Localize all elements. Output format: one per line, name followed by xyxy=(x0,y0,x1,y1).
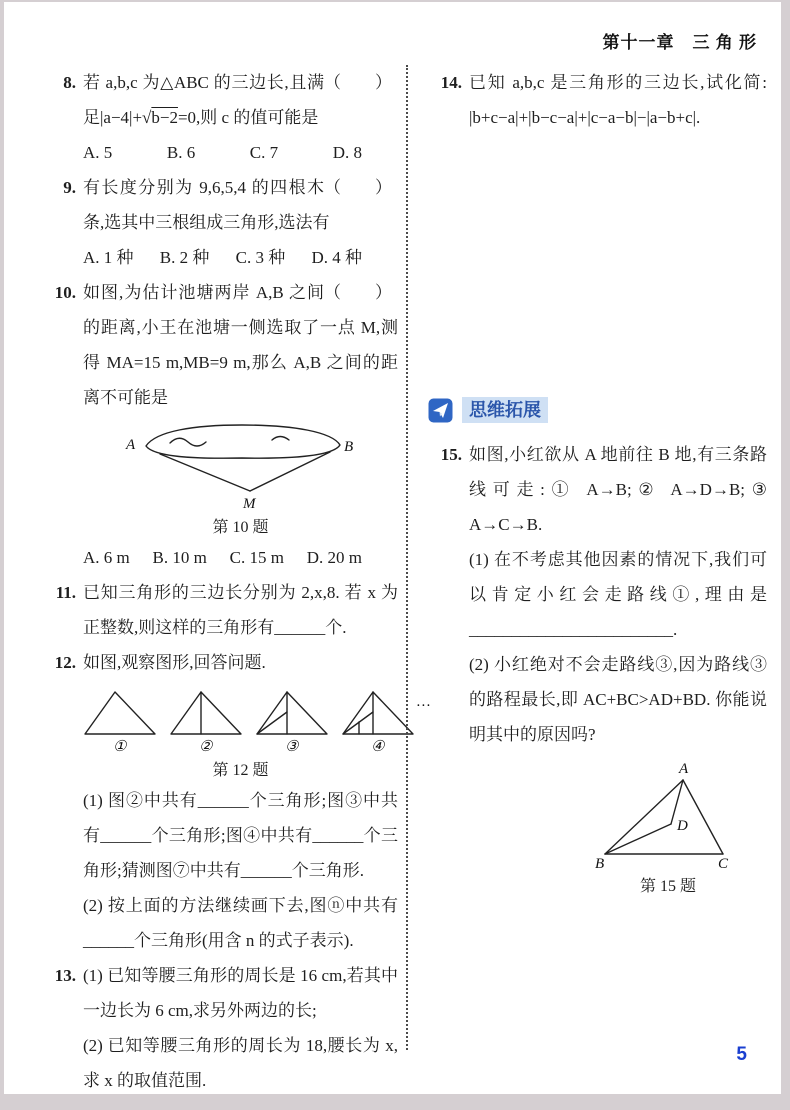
paper-plane-icon xyxy=(428,398,453,423)
problem-15-body xyxy=(469,437,767,899)
right-column xyxy=(412,65,767,1094)
triangle-1 xyxy=(85,692,155,754)
pond-figure xyxy=(83,419,398,540)
circled-label-1: ① xyxy=(113,739,127,754)
option-d: D. 4 种 xyxy=(311,248,362,267)
triangle-sequence-figure xyxy=(83,684,431,783)
left-column xyxy=(40,65,431,1094)
problem-15-number: 15. xyxy=(440,445,462,464)
problem-8 xyxy=(40,65,398,170)
ellipsis: … xyxy=(417,694,431,710)
problem-13 xyxy=(40,958,398,1094)
circled-label-4: ④ xyxy=(371,739,385,754)
problem-9-number: 9. xyxy=(63,178,76,197)
option-b: B. 6 xyxy=(166,143,196,162)
figure-10-caption: 第 10 题 xyxy=(212,519,269,536)
circled-label-2: ② xyxy=(199,739,213,754)
problem-15 xyxy=(426,437,767,899)
problem-9-body xyxy=(83,170,398,275)
triangle-2 xyxy=(171,692,241,754)
answer-bracket: （ ） xyxy=(324,73,392,92)
problem-8-text xyxy=(83,65,398,135)
triangle-ABCD-svg xyxy=(593,760,743,870)
segment-CA xyxy=(683,780,723,854)
circled-label-3: ③ xyxy=(285,739,299,754)
problem-8-radicand: b−2 xyxy=(151,108,178,127)
problem-10-stem: 如图,为估计池塘两岸 A,B 之间的距离,小王在池塘一侧选取了一点 M,测得 MA=15 m,MB=9 m,那么 A,B 之间的距离不可能是 xyxy=(83,283,398,407)
problem-15-q1: (1) 在不考虑其他因素的情况下,我们可以肯定小红会走路线①,理由是________________________. xyxy=(469,550,767,639)
problem-12-body xyxy=(83,645,431,958)
triangle-sequence-svg xyxy=(83,684,431,754)
problem-15-text: 如图,小红欲从 A 地前往 B 地,有三条路线可走:① A→B;② A→D→B;③ A→C→B. xyxy=(469,445,767,534)
book-page xyxy=(4,2,781,1094)
problem-14-text: 已知 a,b,c 是三角形的三边长,试化简: |b+c−a|+|b−c−a|+|c−a−b|−|a−b+c|. xyxy=(469,73,767,127)
figure-12-caption: 第 12 题 xyxy=(212,762,269,779)
problem-14-body xyxy=(469,65,767,135)
problem-10-number: 10. xyxy=(54,283,76,302)
segment-BD xyxy=(605,824,671,854)
triangle-3 xyxy=(257,692,327,754)
problem-12-q2: (2) 按上面的方法继续画下去,图ⓝ中共有______个三角形(用含 n 的式子表示). xyxy=(83,896,398,950)
problem-12-number: 12. xyxy=(54,653,76,672)
problem-9-text xyxy=(83,170,398,240)
badge-label: 思维拓展 xyxy=(462,397,548,423)
problem-14-number: 14. xyxy=(440,73,462,92)
triangle-4 xyxy=(343,692,413,754)
point-label-M: M xyxy=(242,496,255,511)
problem-13-number: 13. xyxy=(54,966,76,985)
problem-9 xyxy=(40,170,398,275)
segment-AM xyxy=(160,454,250,491)
point-label-C: C xyxy=(718,856,729,870)
option-b: B. 2 种 xyxy=(159,248,210,267)
column-divider xyxy=(406,65,408,1050)
pond-figure-svg xyxy=(122,419,360,511)
problem-14 xyxy=(426,65,767,135)
problem-12-text: 如图,观察图形,回答问题. xyxy=(83,653,266,672)
answer-bracket: （ ） xyxy=(324,178,392,197)
point-label-A: A xyxy=(679,761,689,777)
problem-8-body xyxy=(83,65,398,170)
point-label-D: D xyxy=(677,818,688,834)
option-a: A. 5 xyxy=(83,143,113,162)
option-d: D. 8 xyxy=(332,143,362,162)
problem-12-q1: (1) 图②中共有______个三角形;图③中共有______个三角形;图④中共有______个三角形;猜测图⑦中共有______个三角形. xyxy=(83,791,398,880)
point-label-B: B xyxy=(343,439,353,455)
problem-8-options xyxy=(83,135,398,170)
answer-bracket: （ ） xyxy=(324,283,392,302)
option-b: B. 10 m xyxy=(152,548,207,567)
problem-12 xyxy=(40,645,431,958)
point-label-A: A xyxy=(125,437,135,453)
problem-15-q2: (2) 小红绝对不会走路线③,因为路线③的路程最长,即 AC+BC>AD+BD. 你能说明其中的原因吗? xyxy=(469,655,767,744)
problem-11 xyxy=(40,575,398,645)
pond-wave-left xyxy=(170,438,206,446)
two-column-layout xyxy=(4,53,781,1094)
problem-13-q1: (1) 已知等腰三角形的周长是 16 cm,若其中一边长为 6 cm,求另外两边的长; xyxy=(83,966,398,1020)
problem-10-options xyxy=(83,540,398,575)
pond-outline xyxy=(146,425,340,458)
chapter-header: 第十一章 三 角 形 xyxy=(602,33,757,52)
thinking-expansion-badge xyxy=(428,397,767,423)
problem-8-seg2: =0,则 c 的值可能是 xyxy=(177,108,319,127)
problem-9-stem: 有长度分别为 9,6,5,4 的四根木条,选其中三根组成三角形,选法有 xyxy=(83,178,330,232)
problem-9-options xyxy=(83,240,398,275)
problem-11-text: 已知三角形的三边长分别为 2,x,8. 若 x 为正整数,则这样的三角形有______个. xyxy=(83,583,398,637)
option-c: C. 7 xyxy=(249,143,279,162)
problem-10 xyxy=(40,275,398,575)
triangle-ABCD-figure xyxy=(583,760,753,899)
option-a: A. 6 m xyxy=(83,548,130,567)
option-c: C. 15 m xyxy=(229,548,284,567)
problem-13-body xyxy=(83,958,398,1094)
problem-11-body xyxy=(83,575,398,645)
point-label-B: B xyxy=(595,856,605,870)
option-c: C. 3 种 xyxy=(235,248,286,267)
problem-8-seg1: 若 a,b,c 为△ABC 的三边长,且满足|a−4|+√ xyxy=(83,73,324,127)
segment-BA xyxy=(605,780,683,854)
page-number: 5 xyxy=(736,1044,747,1065)
option-d: D. 20 m xyxy=(306,548,362,567)
problem-13-q2: (2) 已知等腰三角形的周长为 18,腰长为 x,求 x 的取值范围. xyxy=(83,1036,398,1090)
pond-wave-right xyxy=(272,437,289,441)
figure-15-caption: 第 15 题 xyxy=(639,878,696,895)
problem-10-body xyxy=(83,275,398,575)
option-a: A. 1 种 xyxy=(83,248,134,267)
problem-8-number: 8. xyxy=(63,73,76,92)
problem-11-number: 11. xyxy=(55,583,76,602)
problem-10-text xyxy=(83,275,398,415)
